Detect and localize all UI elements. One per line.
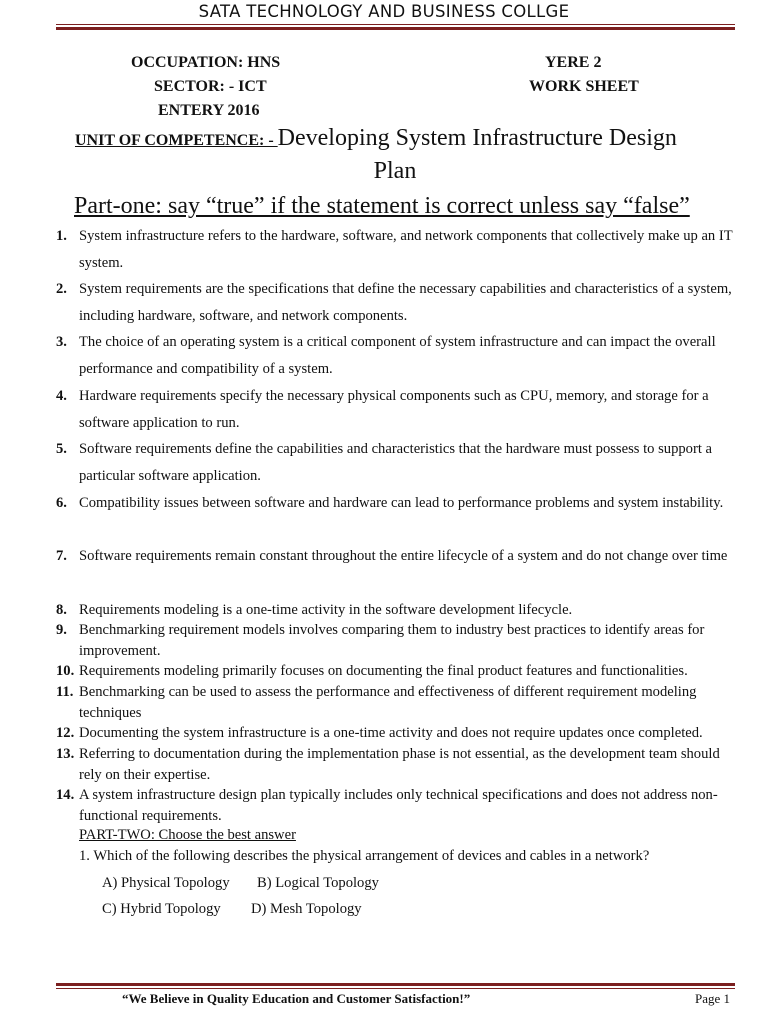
page-number: Page 1 xyxy=(695,991,731,1006)
question-text: Requirements modeling is a one-time activity in the software development lifecycle. xyxy=(79,602,573,618)
question-number: 13. xyxy=(56,746,75,762)
question-number: 1. xyxy=(56,228,67,244)
header-title: SATA TECHNOLOGY AND BUSINESS COLLGE xyxy=(198,2,570,21)
mc-question: 1. Which of the following describes the physical arrangement of devices and cables in a network? xyxy=(79,848,650,864)
question-text: Software requirements define the capabilities and characteristics that the hardware must possess to support a particular software application. xyxy=(79,441,712,484)
unit-of-competence xyxy=(75,125,677,152)
question-number: 14. xyxy=(56,787,75,803)
header-rule-thin xyxy=(56,24,735,25)
question-number: 7. xyxy=(56,548,67,564)
part-two-heading: PART-TWO: Choose the best answer xyxy=(79,827,296,843)
question-text: Compatibility issues between software and hardware can lead to performance problems and system instability. xyxy=(79,495,724,511)
footer-rule-thick xyxy=(56,983,735,986)
question-number: 6. xyxy=(56,495,67,511)
question-number: 5. xyxy=(56,441,67,457)
question-text: Software requirements remain constant throughout the entire lifecycle of a system and do not change over time xyxy=(79,548,728,564)
footer-quote: “We Believe in Quality Education and Customer Satisfaction!” xyxy=(122,991,471,1006)
question-text: The choice of an operating system is a critical component of system infrastructure and can impact the overall performance and compatibility of a system. xyxy=(79,334,716,377)
question-number: 11. xyxy=(56,684,74,700)
question-text: Referring to documentation during the implementation phase is not essential, as the development team should rely on their expertise. xyxy=(79,746,720,783)
occupation-label: OCCUPATION: HNS xyxy=(131,54,281,71)
question-text: Benchmarking can be used to assess the performance and effectiveness of different requirement modeling techniques xyxy=(79,684,697,721)
worksheet-label: WORK SHEET xyxy=(529,78,639,95)
header-rule-thick xyxy=(56,27,735,30)
year-label: YERE 2 xyxy=(545,54,602,71)
question-text: Requirements modeling primarily focuses on documenting the final product features and functionalities. xyxy=(79,663,688,679)
question-number: 9. xyxy=(56,622,67,638)
question-number: 8. xyxy=(56,602,67,618)
question-number: 2. xyxy=(56,281,67,297)
question-number: 4. xyxy=(56,388,67,404)
question-number: 10. xyxy=(56,663,75,679)
part-one-heading: Part-one: say “true” if the statement is correct unless say “false” xyxy=(74,193,690,219)
option-b: B) Logical Topology xyxy=(257,875,379,891)
question-text: System infrastructure refers to the hardware, software, and network components that collectively make up an IT system. xyxy=(79,228,733,271)
option-d: D) Mesh Topology xyxy=(251,901,362,917)
unit-label: UNIT OF COMPETENCE: - xyxy=(75,132,278,149)
question-text: System requirements are the specifications that define the necessary capabilities and characteristics of a system, including hardware, software, and network components. xyxy=(79,281,732,324)
unit-title: Developing System Infrastructure Design xyxy=(277,125,677,151)
question-text: A system infrastructure design plan typically includes only technical specifications and does not address non-functional requirements. xyxy=(79,787,718,824)
question-number: 3. xyxy=(56,334,67,350)
question-text: Benchmarking requirement models involves comparing them to industry best practices to identify areas for improvement. xyxy=(79,622,705,659)
unit-title-line2: Plan xyxy=(373,158,417,184)
option-a: A) Physical Topology xyxy=(102,875,230,891)
option-c: C) Hybrid Topology xyxy=(102,901,221,917)
entry-label: ENTERY 2016 xyxy=(158,102,260,119)
question-text: Hardware requirements specify the necessary physical components such as CPU, memory, and storage for a software application to run. xyxy=(79,388,709,431)
sector-label: SECTOR: - ICT xyxy=(154,78,267,95)
question-text: Documenting the system infrastructure is a one-time activity and does not require updates once completed. xyxy=(79,725,703,741)
footer-rule-thin xyxy=(56,988,735,989)
question-number: 12. xyxy=(56,725,75,741)
